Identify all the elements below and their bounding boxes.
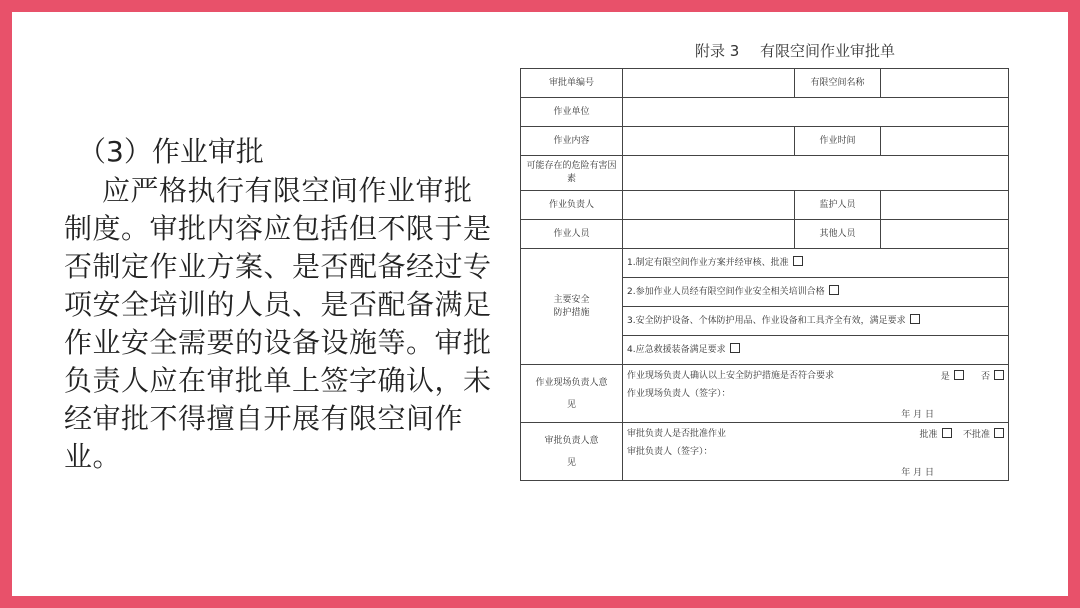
field-label: 审批单编号 bbox=[521, 69, 623, 98]
measure-item: 2.参加作业人员经有限空间作业安全相关培训合格 bbox=[623, 278, 1009, 307]
field-label: 作业人员 bbox=[521, 220, 623, 249]
field-label: 作业内容 bbox=[521, 127, 623, 156]
field-value bbox=[623, 220, 795, 249]
table-row bbox=[521, 69, 1009, 98]
approval-form-table bbox=[520, 68, 1009, 481]
form-title bbox=[520, 38, 1010, 68]
field-value bbox=[623, 98, 1009, 127]
field-label: 主要安全防护措施 bbox=[521, 249, 623, 365]
field-label: 作业时间 bbox=[795, 127, 881, 156]
yes-option: 是 bbox=[940, 372, 950, 382]
table-row bbox=[521, 423, 1009, 481]
approver-opinion-cell bbox=[623, 423, 1009, 481]
field-value bbox=[881, 191, 1009, 220]
section-heading: （3）作业审批 bbox=[78, 135, 264, 168]
form-title-text: 有限空间作业审批单 bbox=[760, 42, 896, 60]
checkbox-icon bbox=[730, 343, 740, 353]
checkbox-icon bbox=[994, 428, 1004, 438]
field-value bbox=[881, 127, 1009, 156]
site-question-line: 作业现场负责人确认以上安全防护措施是否符合要求 是 否 bbox=[627, 370, 1004, 383]
slide-text-block bbox=[64, 134, 494, 476]
measure-item: 4.应急救援装备满足要求 bbox=[623, 336, 1009, 365]
site-opinion-cell bbox=[623, 365, 1009, 423]
approver-question-line: 审批负责人是否批准作业 批准 不批准 bbox=[627, 428, 1004, 441]
checkbox-icon bbox=[994, 370, 1004, 380]
table-row bbox=[521, 365, 1009, 423]
table-row bbox=[521, 156, 1009, 191]
field-value bbox=[623, 191, 795, 220]
approver-date-line: 年 月 日 bbox=[901, 468, 934, 478]
field-value bbox=[623, 127, 795, 156]
no-option: 否 bbox=[980, 372, 990, 382]
reject-option: 不批准 bbox=[962, 430, 990, 440]
site-date-line: 年 月 日 bbox=[901, 410, 934, 420]
field-value bbox=[881, 220, 1009, 249]
table-row bbox=[521, 249, 1009, 278]
table-row bbox=[521, 191, 1009, 220]
table-row bbox=[521, 220, 1009, 249]
checkbox-icon bbox=[829, 285, 839, 295]
field-value bbox=[623, 69, 795, 98]
approve-option: 批准 bbox=[919, 430, 938, 440]
field-label: 其他人员 bbox=[795, 220, 881, 249]
approval-form-image bbox=[520, 38, 1010, 481]
checkbox-icon bbox=[942, 428, 952, 438]
approver-sign-line: 审批负责人（签字）： bbox=[627, 447, 713, 457]
field-label: 作业单位 bbox=[521, 98, 623, 127]
site-sign-line: 作业现场负责人（签字）： bbox=[627, 389, 731, 399]
measure-item: 3.安全防护设备、个体防护用品、作业设备和工具齐全有效，满足要求 bbox=[623, 307, 1009, 336]
table-row bbox=[521, 98, 1009, 127]
field-label: 有限空间名称 bbox=[795, 69, 881, 98]
section-paragraph: 应严格执行有限空间作业审批制度。审批内容应包括但不限于是否制定作业方案、是否配备经过专项安全培训的人员、是否配备满足作业安全需要的设备设施等。审批负责人应在审批单上签字确认，未经审批不得擅自开展有限空间作业。 bbox=[64, 174, 492, 473]
field-value bbox=[881, 69, 1009, 98]
field-label: 监护人员 bbox=[795, 191, 881, 220]
field-label: 审批负责人意见 bbox=[521, 423, 623, 481]
form-title-prefix: 附录 3 bbox=[694, 42, 740, 60]
field-label: 作业负责人 bbox=[521, 191, 623, 220]
field-value bbox=[623, 156, 1009, 191]
checkbox-icon bbox=[793, 256, 803, 266]
field-label: 作业现场负责人意见 bbox=[521, 365, 623, 423]
measure-item: 1.制定有限空间作业方案并经审核、批准 bbox=[623, 249, 1009, 278]
table-row bbox=[521, 127, 1009, 156]
field-label: 可能存在的危险有害因素 bbox=[521, 156, 623, 191]
checkbox-icon bbox=[910, 314, 920, 324]
checkbox-icon bbox=[954, 370, 964, 380]
